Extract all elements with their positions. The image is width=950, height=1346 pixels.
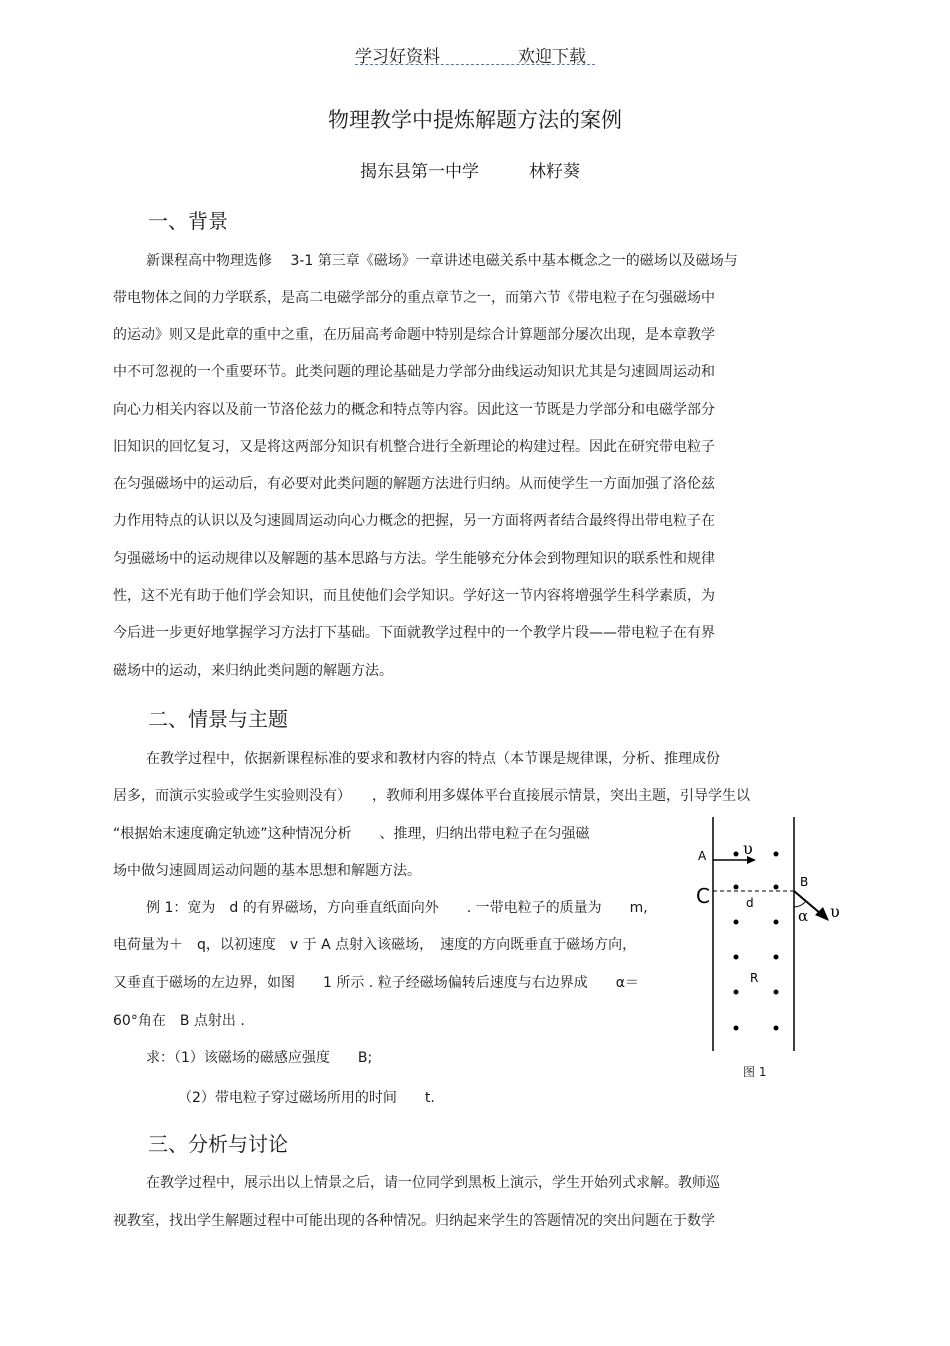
label-alpha: α: [798, 907, 809, 925]
header-divider: [355, 64, 595, 65]
section-1-line: 今后进一步更好地掌握学习方法打下基础。下面就教学过程中的一个教学片段——带电粒子在有界: [113, 625, 715, 641]
section-2-line: 在教学过程中，依据新课程标准的要求和教材内容的特点（本节课是规律课，分析、推理成份: [146, 751, 720, 767]
section-1-line: 带电物体之间的力学联系，是高二电磁学部分的重点章节之一，而第六节《带电粒子在匀强磁场中: [113, 290, 715, 306]
section-1-line: 力作用特点的认识以及匀速圆周运动向心力概念的把握，另一方面将两者结合最终得出带电粒子在: [113, 513, 715, 529]
document-title: 物理教学中提炼解题方法的案例: [328, 108, 622, 132]
section-3-line: 在教学过程中，展示出以上情景之后，请一位同学到黑板上演示，学生开始列式求解。教师巡: [146, 1175, 720, 1191]
section-1-line: 磁场中的运动，来归纳此类问题的解题方法。: [113, 663, 393, 679]
section-1-line: 新课程高中物理选修 3-1 第三章《磁场》一章讲述电磁关系中基本概念之一的磁场以及磁场与: [146, 253, 738, 269]
example-line: 又垂直于磁场的左边界，如图 1 所示 . 粒子经磁场偏转后速度与右边界成 α＝: [113, 975, 639, 991]
question-1: 求：（1）该磁场的磁感应强度 B;: [146, 1050, 373, 1066]
label-B: B: [800, 875, 809, 889]
question-2: （2）带电粒子穿过磁场所用的时间 t.: [178, 1090, 435, 1106]
section-1-line: 在匀强磁场中的运动后，有必要对此类问题的解题方法进行归纳。从而使学生一方面加强了洛伦兹: [113, 476, 715, 492]
figure-1-diagram: [690, 815, 850, 1085]
header-right: 欢迎下载: [518, 47, 586, 67]
example-line: 60°角在 B 点射出 .: [113, 1013, 245, 1029]
section-1-line: 的运动》则又是此章的重中之重，在历届高考命题中特别是综合计算题部分屡次出现，是本章教学: [113, 327, 715, 343]
label-R: R: [750, 971, 759, 985]
label-v-out: υ: [830, 902, 840, 921]
example-line: 例 1：宽为 d 的有界磁场，方向垂直纸面向外 . 一带电粒子的质量为 m,: [146, 900, 648, 916]
section-3-heading: 三、分析与讨论: [148, 1132, 288, 1156]
magnetic-field-dots: [734, 852, 779, 1031]
section-2-line: 居多，而演示实验或学生实验则没有） ，教师利用多媒体平台直接展示情景，突出主题，引导学生以: [113, 788, 750, 804]
label-v-in: υ: [743, 839, 753, 858]
section-3-line: 视教室，找出学生解题过程中可能出现的各种情况。归纳起来学生的答题情况的突出问题在于数学: [113, 1213, 715, 1229]
section-2-line: 场中做匀速圆周运动问题的基本思想和解题方法。: [113, 863, 421, 879]
section-1-line: 中不可忽视的一个重要环节。此类问题的理论基础是力学部分曲线运动知识尤其是匀速圆周运动和: [113, 364, 715, 380]
section-1-line: 匀强磁场中的运动规律以及解题的基本思路与方法。学生能够充分体会到物理知识的联系性和规律: [113, 551, 715, 567]
author-school: 揭东县第一中学: [360, 162, 479, 182]
label-d: d: [746, 896, 754, 910]
author-name: 林籽葵: [529, 162, 580, 182]
figure-caption: 图 1: [743, 1065, 767, 1079]
section-1-line: 性，这不光有助于他们学会知识，而且使他们会学知识。学好这一节内容将增强学生科学素质，为: [113, 588, 715, 604]
author-line: [360, 157, 580, 182]
section-1-heading: 一、背景: [148, 209, 228, 233]
example-line: 电荷量为＋ q，以初速度 v 于 A 点射入该磁场， 速度的方向既垂直于磁场方向，: [113, 937, 637, 953]
label-C: C: [696, 884, 710, 908]
section-1-line: 旧知识的回忆复习，又是将这两部分知识有机整合进行全新理论的构建过程。因此在研究带电粒子: [113, 439, 715, 455]
label-A: A: [698, 849, 707, 863]
section-2-line: “根据始末速度确定轨迹”这种情况分析 、推理，归纳出带电粒子在匀强磁: [113, 826, 590, 842]
section-1-line: 向心力相关内容以及前一节洛伦兹力的概念和特点等内容。因此这一节既是力学部分和电磁学部分: [113, 402, 715, 418]
header-left: 学习好资料: [355, 47, 440, 67]
section-2-heading: 二、情景与主题: [148, 707, 288, 731]
exit-arrowhead: [815, 907, 829, 921]
